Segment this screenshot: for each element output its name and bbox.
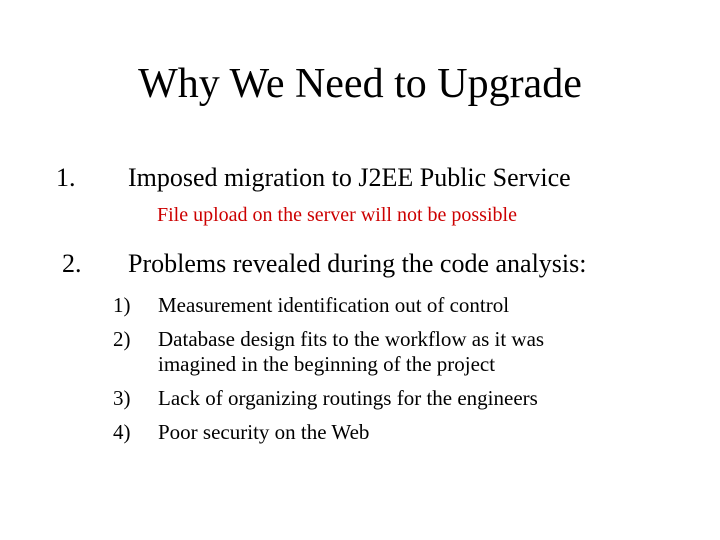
sub-item-text: Lack of organizing routings for the engineers xyxy=(158,386,538,410)
list-item-text: Imposed migration to J2EE Public Service xyxy=(128,163,571,192)
sub-item-number: 2) xyxy=(113,327,131,351)
sub-list-item-1 xyxy=(113,290,703,320)
sub-item-number: 3) xyxy=(113,386,131,410)
sub-item-text: Database design fits to the workflow as it was xyxy=(158,327,545,351)
sub-list xyxy=(113,290,703,447)
list-item-number: 1. xyxy=(56,163,76,192)
sub-item-number: 1) xyxy=(113,293,131,317)
list-item-number: 2. xyxy=(62,249,82,278)
sub-item-number: 4) xyxy=(113,420,131,444)
sub-item-text-continued: imagined in the beginning of the project xyxy=(158,352,496,376)
sub-list-item-3 xyxy=(113,383,703,413)
slide-title: Why We Need to Upgrade xyxy=(138,61,582,107)
item-note: File upload on the server will not be possible xyxy=(157,204,517,226)
sub-item-text: Measurement identification out of control xyxy=(158,293,510,317)
sub-list-item-2 xyxy=(113,324,703,379)
list-item-text: Problems revealed during the code analysis: xyxy=(128,249,587,278)
sub-list-item-4 xyxy=(113,417,703,447)
sub-item-text: Poor security on the Web xyxy=(158,420,370,444)
